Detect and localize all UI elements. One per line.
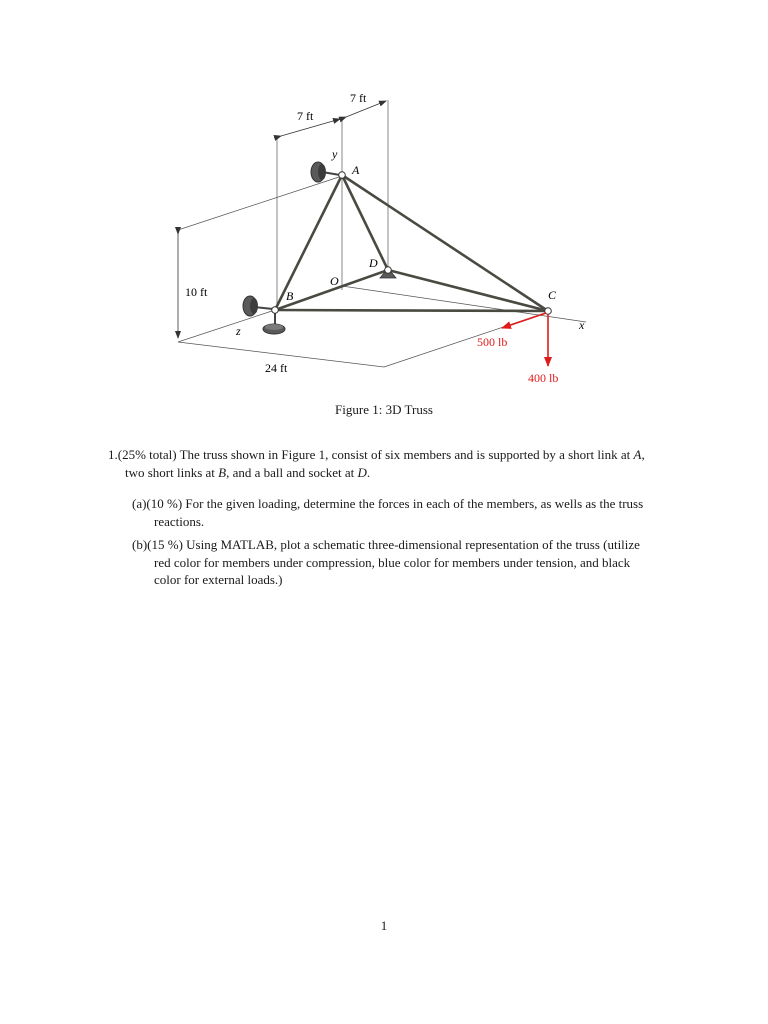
support-link-B-y — [263, 312, 285, 334]
loads — [502, 313, 548, 366]
support-link-A — [311, 162, 340, 182]
joint-A — [339, 172, 346, 179]
point-label-B: B — [286, 289, 294, 303]
point-label-C: C — [548, 288, 557, 302]
load-500lb-arrow — [502, 313, 546, 328]
part-a: (a)(10 %) For the given loading, determine the forces in each of the members, as wells as the truss reactions. — [132, 496, 644, 529]
dim-label-7ft-right: 7 ft — [350, 91, 367, 105]
page-number: 1 — [380, 918, 388, 933]
dim-label-10ft: 10 ft — [185, 285, 208, 299]
joint-B — [272, 307, 279, 314]
problem-line-2: two short links at B, and a ball and socket at D. — [125, 464, 371, 480]
origin-label-O: O — [330, 274, 339, 288]
load-label-400lb: 400 lb — [528, 371, 559, 385]
member-BC — [275, 310, 548, 311]
truss-figure — [0, 0, 768, 400]
problem-line-1: 1.(25% total) The truss shown in Figure 1, consist of six members and is supported by a short link at A, — [108, 447, 645, 462]
support-link-B-z — [243, 296, 273, 316]
axis-label-x: x — [579, 318, 585, 332]
load-label-500lb: 500 lb — [477, 335, 508, 349]
figure-caption: Figure 1: 3D Truss — [335, 402, 433, 417]
problem-statement — [108, 446, 688, 481]
joints — [272, 172, 552, 315]
truss-members — [275, 175, 548, 311]
part-b: (b)(15 %) Using MATLAB, plot a schematic three-dimensional representation of the truss (utilize red color for members under compression, blue color for members under tension, and black color for external loads.) — [132, 537, 640, 587]
dim-label-24ft: 24 ft — [265, 361, 288, 375]
dim-label-7ft-left: 7 ft — [297, 109, 314, 123]
axis-label-z: z — [236, 324, 241, 338]
point-label-D: D — [369, 256, 378, 270]
point-label-A: A — [352, 163, 360, 177]
axis-label-y: y — [332, 147, 338, 161]
joint-D — [385, 267, 392, 274]
